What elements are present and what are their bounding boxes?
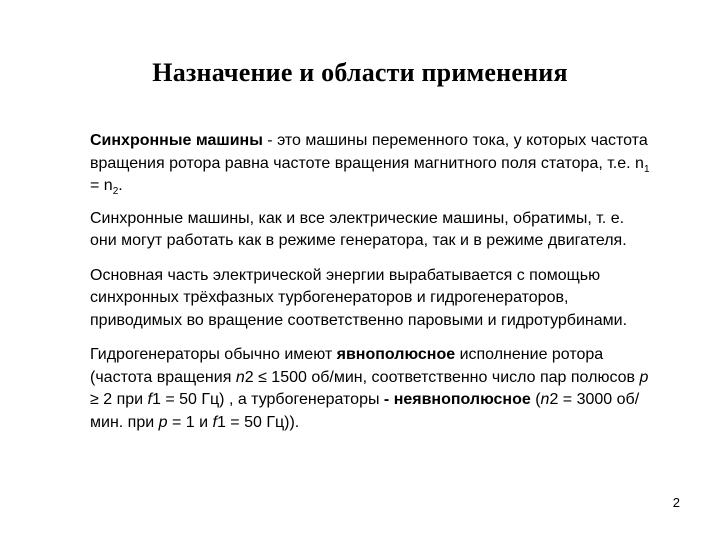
paragraph-energy-generation: Основная часть электрической энергии вырабатывается с помощью синхронных трёхфазных турбогенераторов и гидрогенераторов, приводимых во вращение соответственно паровыми и гидротурбинами. — [90, 266, 628, 329]
paragraph-reversibility: Синхронные машины, как и все электрические машины, обратимы, т. е. они могут работать как в режиме генератора, так и в режиме двигателя. — [90, 209, 627, 249]
slide-title: Назначение и области применения — [152, 58, 568, 87]
term-non-salient-pole: - неявнополюсное — [383, 391, 531, 408]
paragraph-rotor-types: Гидрогенераторы обычно имеют явнополюсное исполнение ротора (частота вращения n2 ≤ 1500 об/мин, соответственно число пар полюсов p ≥ 2 при f1 = 50 Гц) , а турбогенераторы - неявнополюсное (n2 = 3000 об/мин. при p = 1 и f1 = 50 Гц)). — [90, 346, 649, 431]
slide-body — [90, 130, 650, 444]
page-number: 2 — [672, 495, 680, 510]
term-synchronous-machines: Синхронные машины — [90, 132, 263, 149]
term-salient-pole: явнополюсное — [336, 346, 456, 363]
paragraph-synchronous-machines-definition: Синхронные машины - это машины переменного тока, у которых частота вращения ротора равна частоте вращения магнитного поля статора, т.е. $n_1 = n_2$. — [90, 132, 650, 198]
